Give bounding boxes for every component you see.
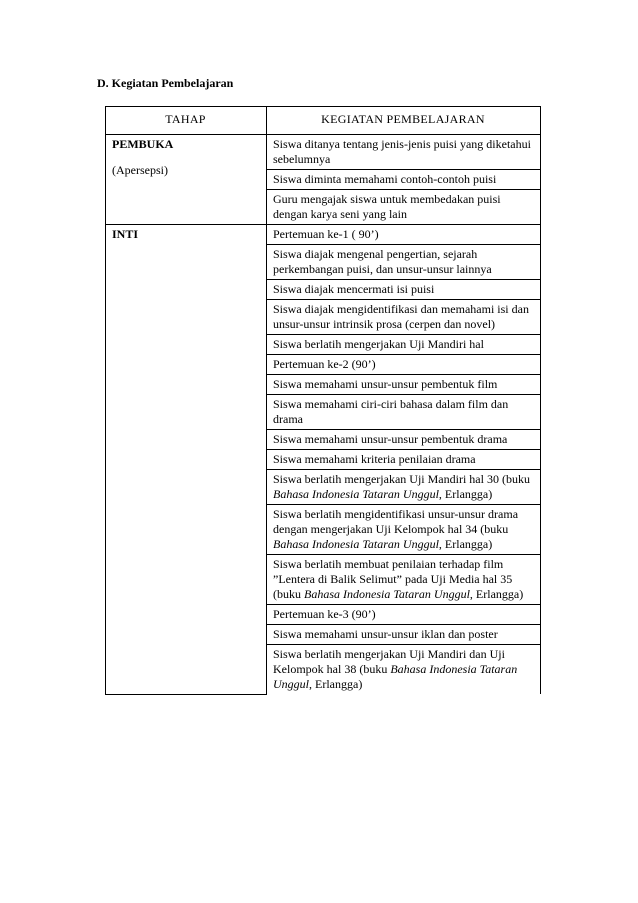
meeting-title: Pertemuan ke-3 (90’) <box>267 605 541 625</box>
stage-inti <box>106 225 267 695</box>
activity-cell: Siswa berlatih mengerjakan Uji Mandiri hal <box>267 335 541 355</box>
stage-name: INTI <box>112 227 139 241</box>
activity-text: , Erlangga) <box>438 487 493 501</box>
stage-pembuka <box>106 135 267 225</box>
activity-cell: Siswa memahami unsur-unsur pembentuk drama <box>267 430 541 450</box>
activity-cell: Siswa diajak mengidentifikasi dan memahami isi dan unsur-unsur intrinsik prosa (cerpen dan novel) <box>267 300 541 335</box>
activity-text: Siswa berlatih membuat penilaian terhadap film ”Lentera di Balik Selimut” pada Uji Media hal 35 (buku <box>273 557 513 601</box>
activity-cell: Siswa memahami unsur-unsur iklan dan poster <box>267 625 541 645</box>
header-stage: TAHAP <box>106 107 267 135</box>
activity-text: Siswa berlatih mengidentifikasi unsur-unsur drama dengan mengerjakan Uji Kelompok hal 34 (buku <box>273 507 519 536</box>
activity-cell <box>267 555 541 605</box>
table-row <box>106 225 541 245</box>
activity-cell: Siswa memahami ciri-ciri bahasa dalam film dan drama <box>267 395 541 430</box>
activity-text: Siswa berlatih mengerjakan Uji Mandiri hal 30 (buku <box>273 472 530 486</box>
activity-text: Siswa berlatih mengerjakan Uji Mandiri dan Uji Kelompok hal 38 (buku <box>273 647 505 676</box>
activity-cell: Siswa memahami kriteria penilaian drama <box>267 450 541 470</box>
activity-cell: Siswa diajak mencermati isi puisi <box>267 280 541 300</box>
activity-text: , Erlangga) <box>438 537 493 551</box>
activity-cell <box>267 505 541 555</box>
activity-cell: Siswa ditanya tentang jenis-jenis puisi yang diketahui sebelumnya <box>267 135 541 170</box>
meeting-title: Pertemuan ke-1 ( 90’) <box>267 225 541 245</box>
book-title: Bahasa Indonesia Tataran Unggul <box>273 537 439 551</box>
activity-cell: Guru mengajak siswa untuk membedakan puisi dengan karya seni yang lain <box>267 190 541 225</box>
stage-name: PEMBUKA <box>112 137 174 151</box>
stage-subtitle: (Apersepsi) <box>112 163 168 177</box>
table-header-row <box>106 107 541 135</box>
activity-cell: Siswa diajak mengenal pengertian, sejarah perkembangan puisi, dan unsur-unsur lainnya <box>267 245 541 280</box>
table-row <box>106 135 541 170</box>
book-title: Bahasa Indonesia Tataran Unggul <box>273 487 439 501</box>
section-title: D. Kegiatan Pembelajaran <box>97 76 234 90</box>
meeting-title: Pertemuan ke-2 (90’) <box>267 355 541 375</box>
activity-cell <box>267 470 541 505</box>
book-title: Bahasa Indonesia Tataran Unggul <box>273 662 518 691</box>
activity-text: , Erlangga) <box>309 677 363 691</box>
activity-cell: Siswa memahami unsur-unsur pembentuk film <box>267 375 541 395</box>
activity-cell: Siswa diminta memahami contoh-contoh puisi <box>267 170 541 190</box>
learning-activities-table <box>105 106 541 695</box>
activity-cell <box>267 645 541 695</box>
activity-text: , Erlangga) <box>469 587 524 601</box>
header-activity: KEGIATAN PEMBELAJARAN <box>267 107 541 135</box>
book-title: Bahasa Indonesia Tataran Unggul <box>304 587 470 601</box>
